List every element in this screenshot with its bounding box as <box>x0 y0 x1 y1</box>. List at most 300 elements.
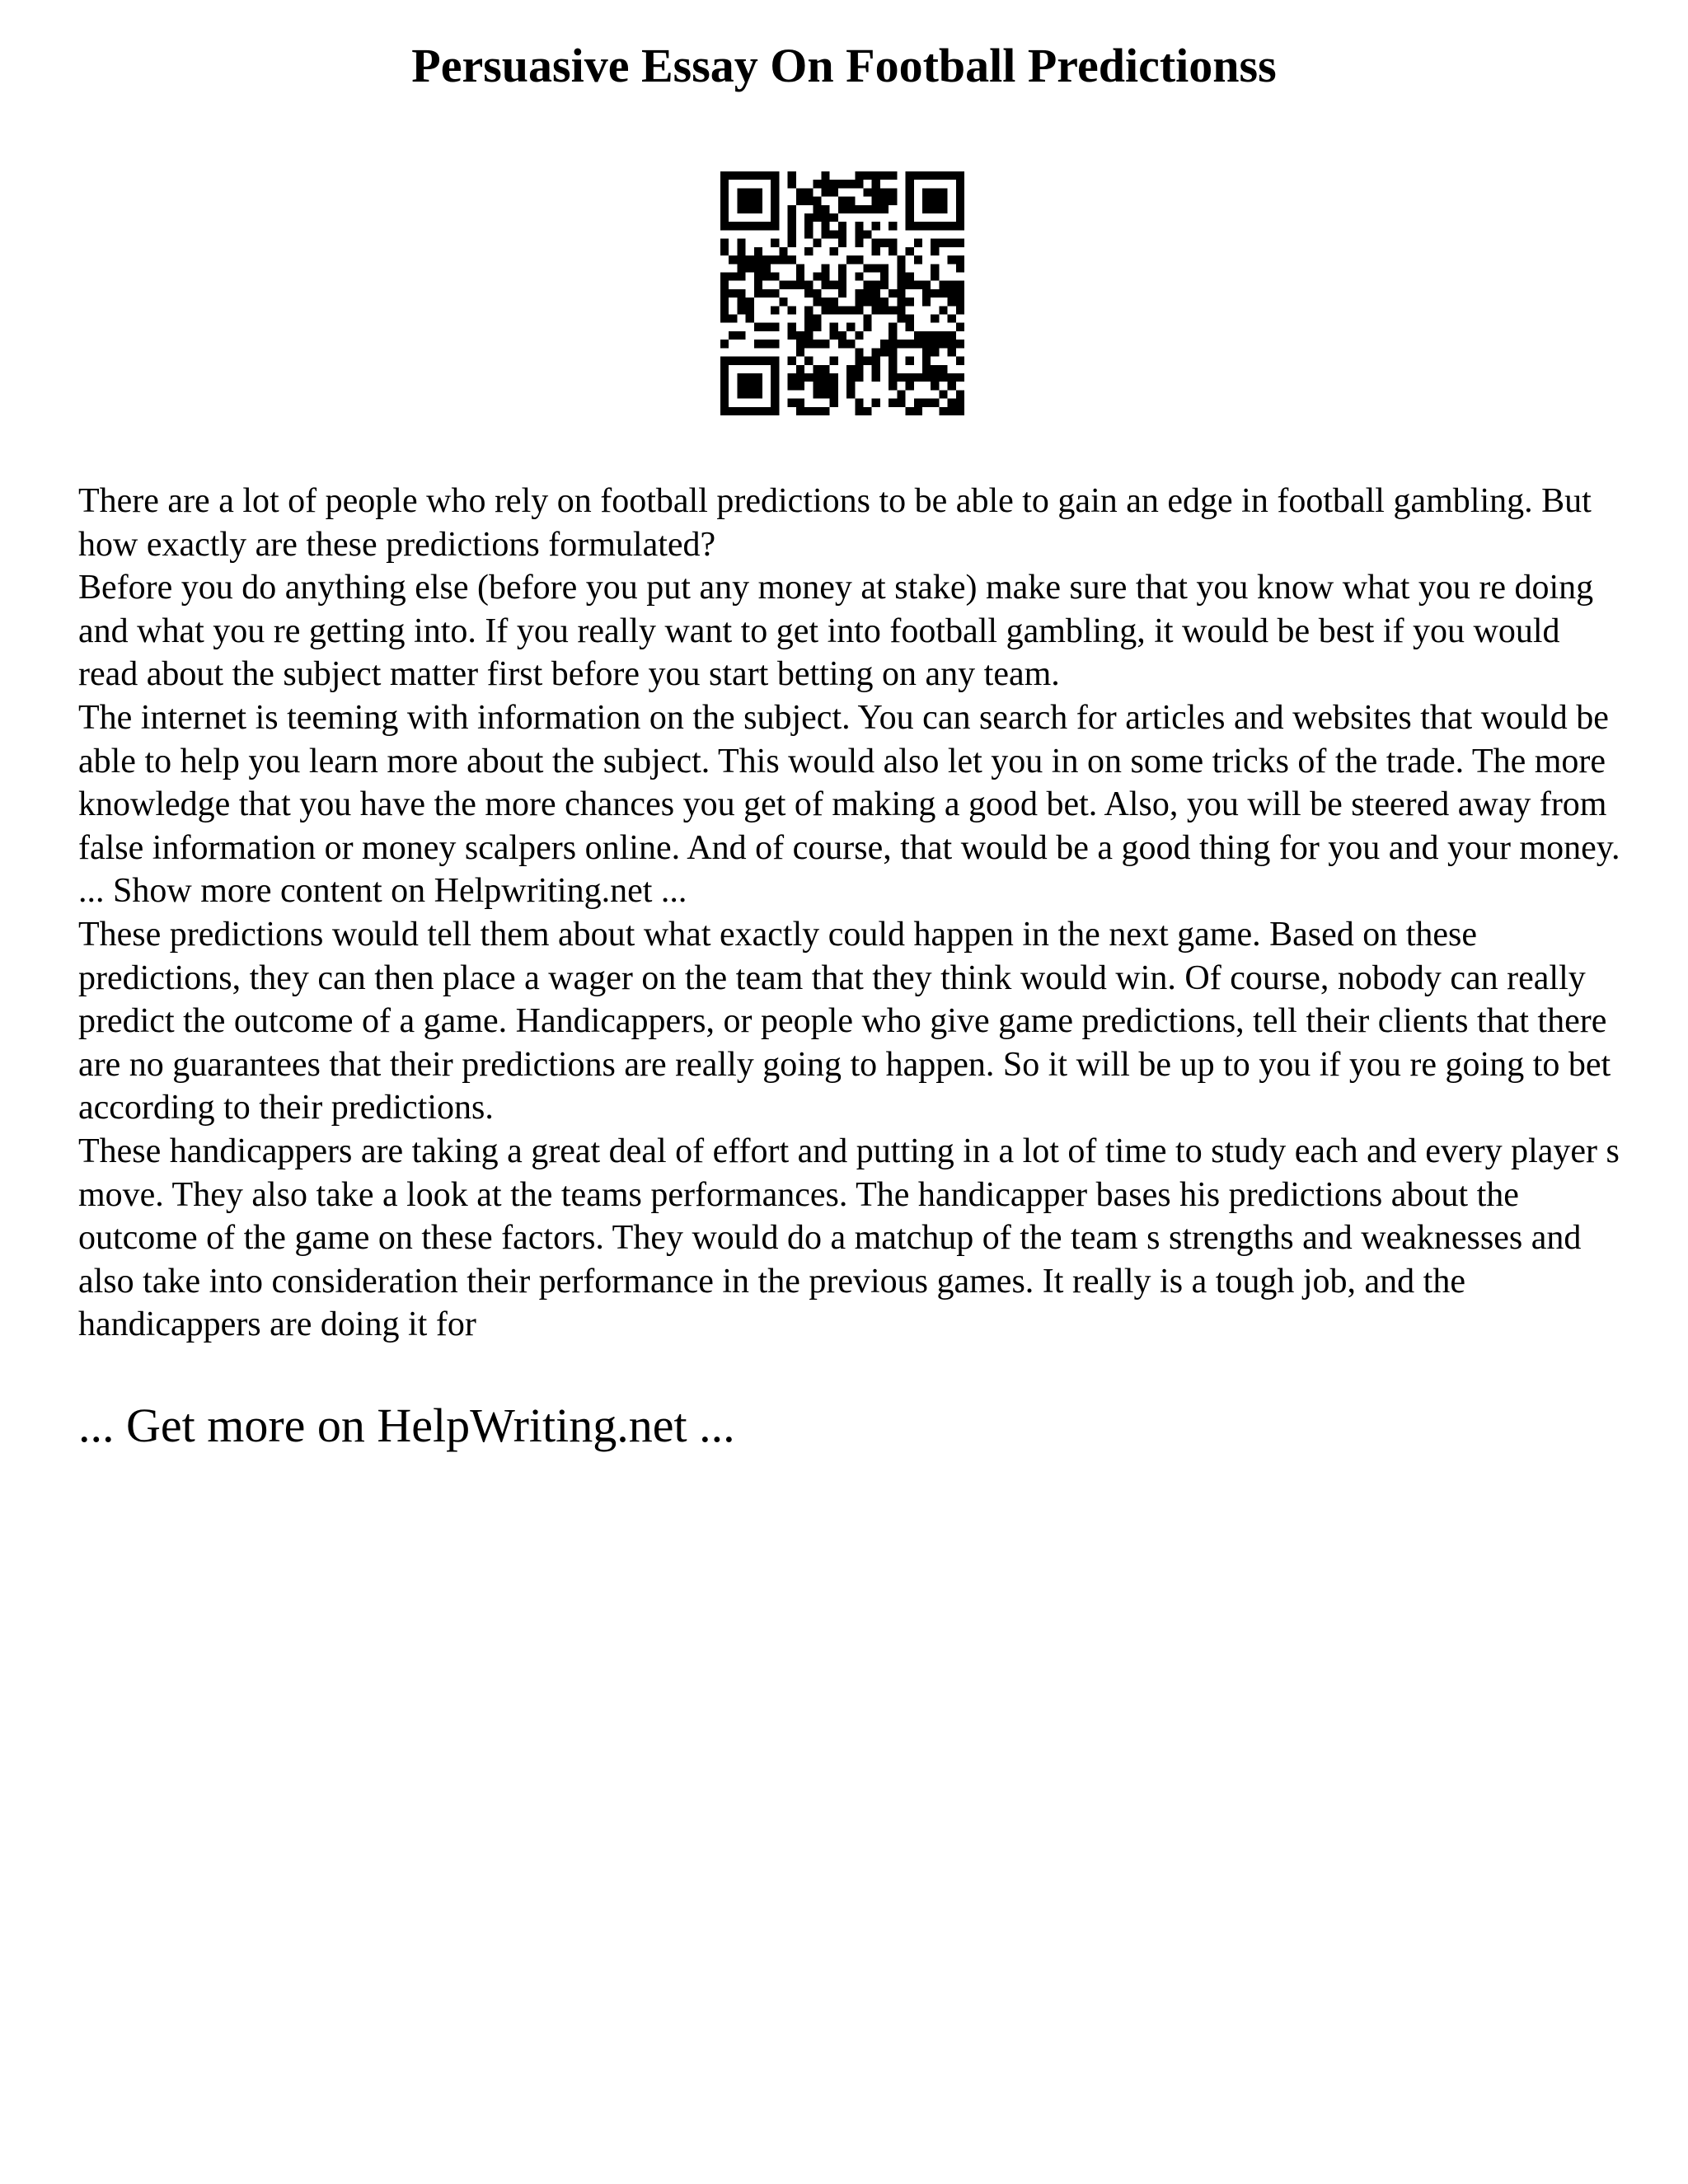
qr-module <box>737 197 745 205</box>
qr-module <box>846 340 855 348</box>
qr-module <box>948 407 956 415</box>
get-more-link[interactable]: ... Get more on HelpWriting.net ... <box>78 1399 735 1452</box>
qr-module <box>720 306 729 314</box>
qr-code-icon <box>720 171 964 415</box>
qr-module <box>846 365 855 373</box>
qr-module <box>720 399 729 407</box>
qr-module <box>796 348 804 356</box>
qr-module <box>746 382 754 390</box>
qr-module <box>931 222 939 230</box>
qr-module <box>737 407 745 415</box>
qr-module <box>889 188 897 196</box>
qr-module <box>889 357 897 365</box>
qr-module <box>754 357 762 365</box>
qr-module <box>821 407 829 415</box>
qr-module <box>939 365 947 373</box>
qr-module <box>788 255 796 264</box>
qr-module <box>788 382 796 390</box>
qr-module <box>729 272 737 280</box>
qr-module <box>855 298 863 306</box>
qr-module <box>956 281 964 289</box>
qr-module <box>729 331 737 340</box>
qr-module <box>855 373 863 382</box>
qr-module <box>956 323 964 331</box>
qr-module <box>720 289 729 298</box>
essay-paragraph: The internet is teeming with information on the subject. You can search for articles and websites that would be able to help you learn more about the subject. This would also let you in on some tricks of the trade. The more knowledge that you have the more chances you get of making a good bet. Also, you will be steered away from false information or money scalpers online. And of course, that would be a good thing for you and your money. ... Show more content on Helpwriting.net ... <box>78 698 1620 911</box>
qr-module <box>838 331 846 340</box>
qr-module <box>830 213 838 222</box>
qr-module <box>754 171 762 180</box>
qr-module <box>804 357 813 365</box>
qr-module <box>804 331 813 340</box>
qr-module <box>720 205 729 213</box>
qr-module <box>956 390 964 398</box>
qr-module <box>788 331 796 340</box>
qr-module <box>796 365 804 373</box>
qr-module <box>922 197 931 205</box>
qr-module <box>754 281 762 289</box>
qr-module <box>948 289 956 298</box>
qr-module <box>931 188 939 196</box>
qr-module <box>846 382 855 390</box>
qr-module <box>872 306 880 314</box>
qr-module <box>821 306 829 314</box>
qr-module <box>939 306 947 314</box>
qr-module <box>855 272 863 280</box>
qr-module <box>771 373 779 382</box>
qr-module <box>922 348 931 356</box>
qr-module <box>922 281 931 289</box>
qr-module <box>914 340 922 348</box>
qr-module <box>956 180 964 188</box>
qr-module <box>872 281 880 289</box>
qr-module <box>855 222 863 230</box>
qr-module <box>779 298 787 306</box>
qr-module <box>720 382 729 390</box>
qr-module <box>746 306 754 314</box>
qr-module <box>880 306 889 314</box>
qr-module <box>737 373 745 382</box>
qr-module <box>864 407 872 415</box>
qr-module <box>821 222 829 230</box>
qr-module <box>804 222 813 230</box>
qr-module <box>720 197 729 205</box>
qr-module <box>746 298 754 306</box>
qr-module <box>897 281 905 289</box>
qr-module <box>821 382 829 390</box>
qr-module <box>746 373 754 382</box>
qr-module <box>746 255 754 264</box>
qr-module <box>864 357 872 365</box>
qr-module <box>830 247 838 255</box>
qr-module <box>922 340 931 348</box>
qr-module <box>762 171 771 180</box>
qr-module <box>931 205 939 213</box>
qr-module <box>830 281 838 289</box>
qr-module <box>813 205 821 213</box>
qr-module <box>838 230 846 238</box>
qr-module <box>931 348 939 356</box>
qr-module <box>813 323 821 331</box>
qr-module <box>788 373 796 382</box>
qr-module <box>939 331 947 340</box>
qr-module <box>922 171 931 180</box>
qr-module <box>720 373 729 382</box>
qr-module <box>889 382 897 390</box>
qr-module <box>771 390 779 398</box>
qr-module <box>771 357 779 365</box>
qr-module <box>931 171 939 180</box>
qr-module <box>897 340 905 348</box>
qr-module <box>771 289 779 298</box>
qr-module <box>846 255 855 264</box>
qr-module <box>864 315 872 323</box>
qr-module <box>720 340 729 348</box>
qr-module <box>855 255 863 264</box>
qr-module <box>906 180 914 188</box>
qr-module <box>931 340 939 348</box>
qr-module <box>729 315 737 323</box>
qr-module <box>897 298 905 306</box>
qr-module <box>737 390 745 398</box>
qr-module <box>906 222 914 230</box>
qr-module <box>956 407 964 415</box>
qr-module <box>922 399 931 407</box>
qr-module <box>796 407 804 415</box>
qr-module <box>922 357 931 365</box>
qr-module <box>804 306 813 314</box>
qr-module <box>729 407 737 415</box>
qr-module <box>906 323 914 331</box>
qr-module <box>922 365 931 373</box>
qr-module <box>788 357 796 365</box>
qr-module <box>746 197 754 205</box>
qr-module <box>897 264 905 272</box>
qr-module <box>796 331 804 340</box>
qr-module <box>889 399 897 407</box>
qr-module <box>720 315 729 323</box>
qr-module <box>830 382 838 390</box>
qr-module <box>880 239 889 247</box>
qr-module <box>931 272 939 280</box>
qr-module <box>855 171 863 180</box>
qr-module <box>846 205 855 213</box>
qr-module <box>889 365 897 373</box>
qr-module <box>720 180 729 188</box>
qr-module <box>855 399 863 407</box>
qr-module <box>906 171 914 180</box>
qr-module <box>720 357 729 365</box>
qr-module <box>720 239 729 247</box>
qr-module <box>939 197 947 205</box>
qr-code-graphic <box>720 171 964 415</box>
qr-module <box>931 315 939 323</box>
qr-module <box>720 222 729 230</box>
qr-module <box>762 357 771 365</box>
qr-module <box>855 407 863 415</box>
qr-module <box>914 222 922 230</box>
qr-module <box>931 289 939 298</box>
qr-module <box>830 188 838 196</box>
qr-module <box>813 180 821 188</box>
qr-module <box>813 407 821 415</box>
qr-module <box>864 298 872 306</box>
qr-module <box>737 222 745 230</box>
qr-module <box>906 205 914 213</box>
qr-module <box>830 390 838 398</box>
qr-module <box>788 239 796 247</box>
qr-module <box>813 289 821 298</box>
qr-module <box>720 390 729 398</box>
qr-module <box>872 239 880 247</box>
qr-module <box>796 399 804 407</box>
qr-module <box>754 205 762 213</box>
qr-module <box>906 188 914 196</box>
qr-module <box>729 289 737 298</box>
qr-module <box>880 205 889 213</box>
qr-module <box>872 205 880 213</box>
qr-module <box>796 373 804 382</box>
qr-module <box>956 306 964 314</box>
qr-module <box>948 255 956 264</box>
qr-module <box>821 340 829 348</box>
qr-module <box>956 289 964 298</box>
qr-module <box>830 230 838 238</box>
qr-module <box>762 340 771 348</box>
qr-module <box>889 289 897 298</box>
qr-module <box>838 340 846 348</box>
qr-module <box>813 272 821 280</box>
qr-module <box>864 171 872 180</box>
qr-module <box>771 407 779 415</box>
qr-module <box>746 407 754 415</box>
qr-module <box>746 222 754 230</box>
qr-module <box>855 239 863 247</box>
qr-module <box>762 289 771 298</box>
qr-module <box>788 171 796 180</box>
qr-module <box>720 298 729 306</box>
qr-module <box>880 264 889 272</box>
qr-module <box>889 197 897 205</box>
qr-module <box>729 357 737 365</box>
qr-module <box>897 373 905 382</box>
qr-module <box>804 315 813 323</box>
qr-module <box>804 407 813 415</box>
qr-module <box>720 365 729 373</box>
qr-module <box>914 331 922 340</box>
qr-module <box>948 340 956 348</box>
qr-module <box>838 306 846 314</box>
qr-module <box>821 373 829 382</box>
qr-module <box>922 289 931 298</box>
qr-module <box>897 315 905 323</box>
qr-module <box>872 180 880 188</box>
qr-module <box>754 264 762 272</box>
qr-module <box>855 348 863 356</box>
qr-module <box>796 340 804 348</box>
qr-module <box>771 205 779 213</box>
qr-module <box>956 373 964 382</box>
qr-module <box>897 272 905 280</box>
qr-module <box>872 222 880 230</box>
qr-module <box>889 222 897 230</box>
qr-module <box>737 272 745 280</box>
qr-module <box>948 281 956 289</box>
qr-module <box>754 373 762 382</box>
qr-module <box>737 264 745 272</box>
qr-module <box>889 331 897 340</box>
qr-module <box>771 222 779 230</box>
qr-module <box>762 264 771 272</box>
qr-module <box>796 382 804 390</box>
qr-module <box>948 399 956 407</box>
qr-module <box>788 213 796 222</box>
qr-module <box>813 373 821 382</box>
qr-module <box>931 365 939 373</box>
qr-module <box>804 289 813 298</box>
qr-module <box>914 171 922 180</box>
qr-module <box>771 365 779 373</box>
qr-module <box>821 230 829 238</box>
qr-module <box>771 180 779 188</box>
qr-module <box>796 188 804 196</box>
qr-module <box>762 255 771 264</box>
qr-module <box>813 340 821 348</box>
qr-module <box>804 340 813 348</box>
qr-module <box>914 281 922 289</box>
qr-module <box>788 222 796 230</box>
qr-module <box>804 373 813 382</box>
qr-module <box>737 289 745 298</box>
qr-module <box>754 255 762 264</box>
qr-module <box>855 289 863 298</box>
qr-module <box>796 197 804 205</box>
qr-module <box>956 357 964 365</box>
qr-module <box>939 222 947 230</box>
qr-module <box>754 188 762 196</box>
qr-module <box>906 315 914 323</box>
qr-module <box>931 331 939 340</box>
qr-module <box>880 348 889 356</box>
qr-module <box>922 298 931 306</box>
qr-module <box>855 205 863 213</box>
qr-module <box>821 390 829 398</box>
qr-module <box>956 205 964 213</box>
qr-module <box>956 213 964 222</box>
qr-module <box>813 213 821 222</box>
qr-module <box>746 205 754 213</box>
qr-module <box>939 281 947 289</box>
qr-module <box>830 357 838 365</box>
qr-module <box>729 255 737 264</box>
qr-module <box>771 272 779 280</box>
qr-module <box>855 306 863 314</box>
qr-module <box>939 289 947 298</box>
qr-module <box>846 180 855 188</box>
qr-module <box>771 213 779 222</box>
qr-module <box>804 281 813 289</box>
qr-module <box>737 357 745 365</box>
qr-module <box>846 197 855 205</box>
qr-module <box>771 188 779 196</box>
qr-module <box>838 264 846 272</box>
qr-module <box>754 222 762 230</box>
qr-module <box>864 230 872 238</box>
qr-module <box>720 281 729 289</box>
qr-module <box>788 230 796 238</box>
qr-module <box>788 180 796 188</box>
qr-module <box>956 239 964 247</box>
qr-module <box>821 205 829 213</box>
qr-module <box>948 222 956 230</box>
qr-module <box>931 382 939 390</box>
qr-module <box>864 188 872 196</box>
qr-module <box>737 247 745 255</box>
qr-module <box>720 188 729 196</box>
qr-module <box>771 306 779 314</box>
qr-module <box>788 281 796 289</box>
qr-module <box>872 197 880 205</box>
qr-module <box>821 272 829 280</box>
qr-module <box>948 331 956 340</box>
qr-module <box>821 180 829 188</box>
qr-module <box>754 247 762 255</box>
qr-module <box>838 281 846 289</box>
qr-module <box>864 323 872 331</box>
qr-module <box>821 365 829 373</box>
qr-module <box>729 222 737 230</box>
qr-module <box>889 373 897 382</box>
qr-module <box>897 289 905 298</box>
qr-module <box>830 298 838 306</box>
qr-module <box>804 213 813 222</box>
qr-module <box>720 247 729 255</box>
qr-module <box>771 255 779 264</box>
qr-module <box>889 306 897 314</box>
qr-module <box>906 340 914 348</box>
qr-module <box>746 315 754 323</box>
qr-module <box>821 213 829 222</box>
qr-module <box>830 331 838 340</box>
qr-module <box>939 390 947 398</box>
qr-module <box>931 239 939 247</box>
qr-module <box>872 289 880 298</box>
qr-module <box>754 382 762 390</box>
qr-module <box>906 213 914 222</box>
qr-module <box>872 264 880 272</box>
essay-paragraph: These handicappers are taking a great deal of effort and putting in a lot of time to study each and every player s move. They also take a look at the teams performances. The handicapper bases his predictions about the outcome of the game on these factors. They would do a matchup of the team s strengths and weaknesses and also take into consideration their performance in the previous games. It really is a tough job, and the handicappers are doing it for <box>78 1132 1620 1344</box>
qr-module <box>737 382 745 390</box>
qr-module <box>956 340 964 348</box>
qr-module <box>948 382 956 390</box>
qr-module <box>754 289 762 298</box>
qr-module <box>821 264 829 272</box>
essay-paragraph: Before you do anything else (before you put any money at stake) make sure that you know what you re doing and what you re getting into. If you really want to get into football gambling, it would be best if you would read about the subject matter first before you start betting on any team. <box>78 569 1594 694</box>
qr-module <box>804 230 813 238</box>
qr-module <box>821 298 829 306</box>
qr-module <box>872 298 880 306</box>
qr-module <box>939 239 947 247</box>
qr-module <box>830 180 838 188</box>
qr-module <box>880 197 889 205</box>
qr-module <box>779 281 787 289</box>
qr-module <box>746 171 754 180</box>
essay-body <box>78 480 1628 1347</box>
qr-module <box>771 399 779 407</box>
qr-module <box>956 188 964 196</box>
qr-module <box>922 222 931 230</box>
qr-module <box>846 306 855 314</box>
